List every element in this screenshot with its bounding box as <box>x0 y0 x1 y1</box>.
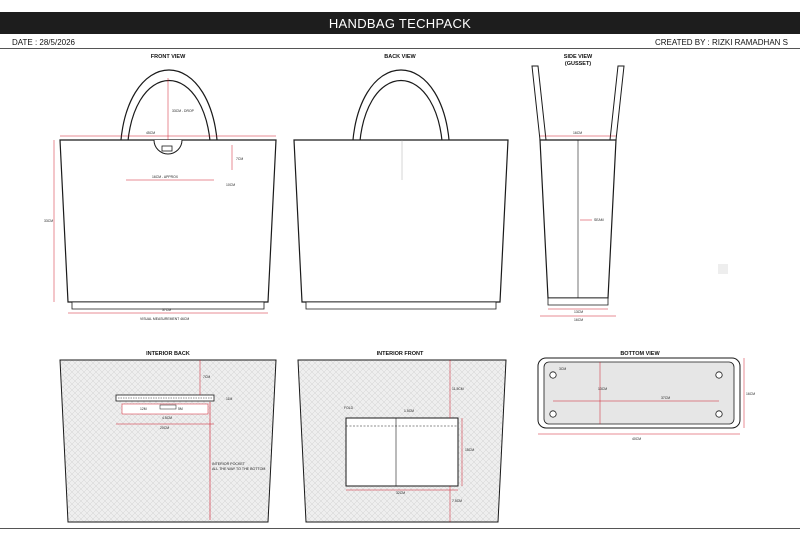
interior-pocket-label-patch <box>160 405 176 409</box>
bottom-foot-top-right <box>716 372 722 378</box>
bv-depth-dim: 13CM <box>598 387 608 391</box>
bottom-base-panel <box>544 362 734 424</box>
side-strap-right <box>610 66 624 140</box>
bv-side-dim: 16CM <box>746 392 756 396</box>
side-strap-left <box>532 66 546 140</box>
ib-zip-dim: 12M <box>140 407 147 411</box>
front-visual-note: VISUAL MEASUREMENT 46CM <box>140 317 190 321</box>
bottom-foot-bottom-right <box>716 411 722 417</box>
front-bottom-dim: 37CM <box>162 308 172 312</box>
front-strap-base-dim: 10CM <box>226 183 236 187</box>
if-top-dim: 11.5CM <box>452 387 464 391</box>
front-body-outline <box>60 140 276 302</box>
bv-width-dim: 40CM <box>632 437 642 441</box>
interior-front-view <box>298 351 506 522</box>
front-lock-icon <box>162 146 172 151</box>
ib-right-dim: 11M <box>226 397 233 401</box>
back-base <box>306 302 496 309</box>
front-drop-dim: 33CM - DROP <box>172 109 194 113</box>
back-view-label: BACK VIEW <box>384 54 416 60</box>
interior-front-label: INTERIOR FRONT <box>376 351 424 357</box>
ib-note-line-1: INTERIOR POCKET <box>212 462 245 466</box>
bottom-foot-bottom-left <box>550 411 556 417</box>
back-body-outline <box>294 140 508 302</box>
swatch-placeholder <box>718 264 728 274</box>
front-tab-dim: 7CM <box>236 157 244 161</box>
page-title: HANDBAG TECHPACK <box>328 15 472 31</box>
side-view-label: SIDE VIEW <box>563 54 593 60</box>
side-base <box>548 298 608 305</box>
if-width-dim: 32CM <box>396 491 406 495</box>
front-view-label: FRONT VIEW <box>150 54 186 60</box>
side-bottom-dim-2: 16CM <box>574 318 584 322</box>
interior-back-label: INTERIOR BACK <box>146 351 190 357</box>
bv-dot-dim: 3CM <box>559 367 567 371</box>
author-label: CREATED BY : RIZKI RAMADHAN S <box>654 38 788 47</box>
if-pocket-height-dim: 15CM <box>465 448 475 452</box>
side-view-sublabel: (GUSSET) <box>564 61 592 67</box>
ib-zip-small-dim: 5M <box>178 407 183 411</box>
if-flap-dim: 1.5CM <box>404 409 414 413</box>
if-fold-note: FOLD <box>344 406 354 410</box>
side-view <box>532 54 728 322</box>
interior-back-panel <box>60 360 276 522</box>
interior-back-view <box>60 351 276 522</box>
bottom-foot-top-left <box>550 372 556 378</box>
ib-top-dim: 7CM <box>203 375 211 379</box>
side-seam-note: SEAM <box>594 218 604 222</box>
front-strap-approx-dim: 16CM - APPROX <box>152 175 179 179</box>
front-height-dim: 33CM <box>44 219 54 223</box>
if-bottom-dim: 7.5CM <box>452 499 462 503</box>
ib-width-dim: 20CM <box>160 426 170 430</box>
side-bottom-dim-1: 13CM <box>574 310 584 314</box>
front-view <box>44 54 276 321</box>
date-label: DATE : 28/5/2026 <box>12 38 75 47</box>
bv-inner-dim: 37CM <box>661 396 671 400</box>
bottom-view <box>538 351 755 441</box>
side-top-dim: 16CM <box>573 131 583 135</box>
back-view <box>294 54 508 309</box>
bottom-view-label: BOTTOM VIEW <box>620 351 660 357</box>
front-width-dim: 45CM <box>146 131 156 135</box>
interior-slip-pocket <box>346 418 458 486</box>
ib-pocket-dim: 4.5CM <box>162 416 172 420</box>
ib-note-line-2: ALL THE WAY TO THE BOTTOM <box>212 467 266 471</box>
